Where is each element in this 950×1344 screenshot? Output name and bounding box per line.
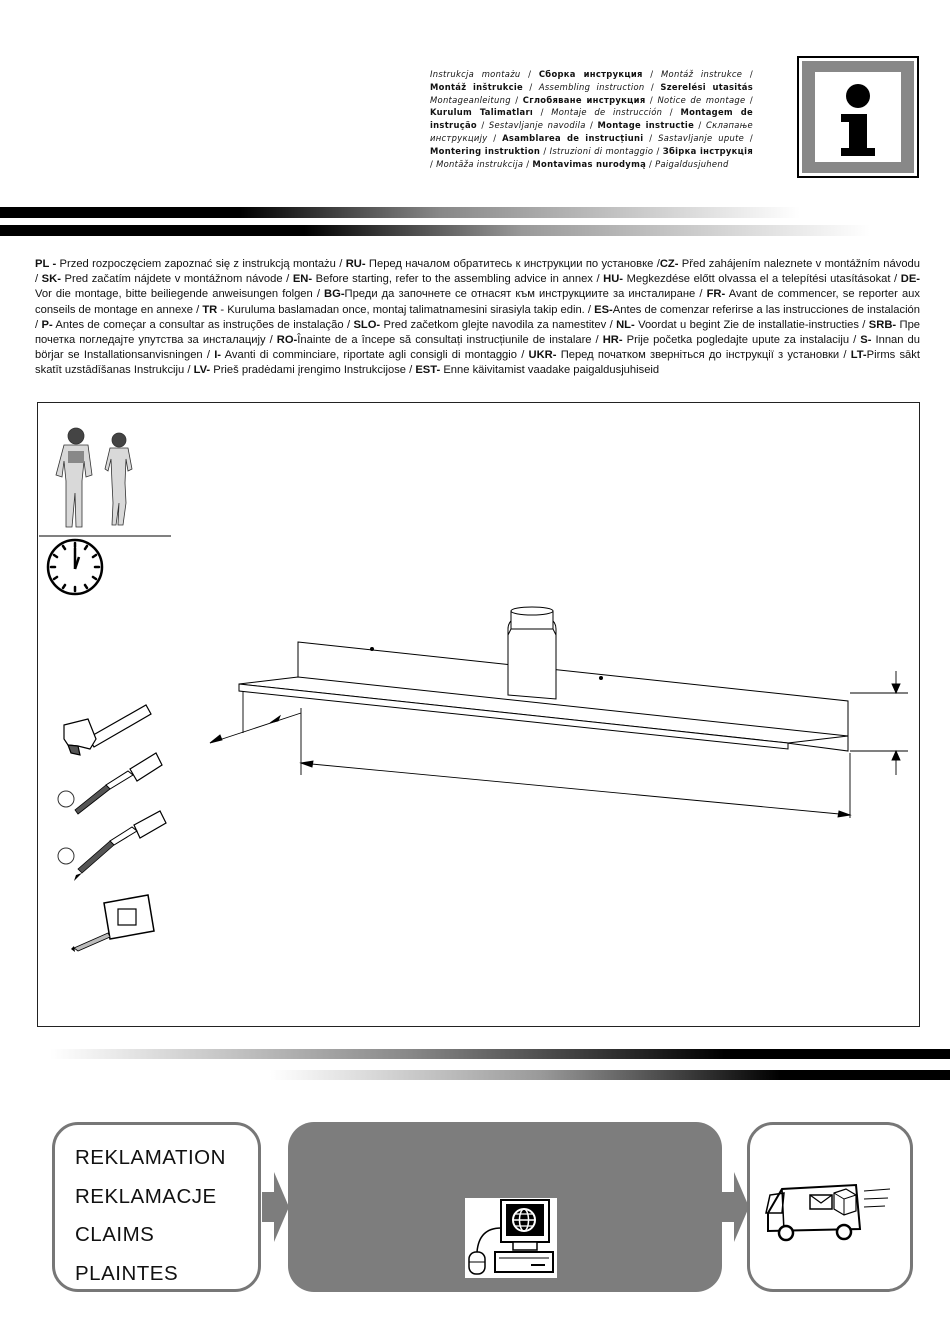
- title-segment: Montage instructie: [597, 120, 695, 131]
- language-text: Antes de comenzar referirse a las instrucciones de instalación /: [35, 303, 920, 331]
- title-segment: Montageanleitung: [430, 94, 511, 105]
- flat-screwdriver-icon: [58, 753, 162, 814]
- arrow-right-icon: [722, 1172, 750, 1242]
- delivery-box: [747, 1122, 913, 1292]
- language-text: Megkezdése előtt olvassa el a telepítési utasításokat /: [623, 273, 901, 286]
- title-segment: Notice de montage: [657, 94, 746, 105]
- language-code: P-: [41, 318, 53, 331]
- language-text: Prije početka pogledajte upute za instalaciju /: [622, 334, 861, 347]
- title-segment: /: [744, 132, 754, 143]
- language-text: - Kuruluma baslamadan once, montaj talimatnamesini sirasiyla takip edin. /: [217, 303, 595, 316]
- phillips-screwdriver-icon: [58, 811, 166, 881]
- title-segment: /: [644, 81, 661, 92]
- language-code: ES-: [594, 303, 613, 316]
- shelf-drawing: [239, 607, 848, 751]
- title-segment: Kurulum Talimatları: [430, 107, 534, 118]
- title-segment: /: [643, 132, 659, 143]
- assembly-drawing-frame: [37, 402, 920, 1027]
- tape-measure-icon: [71, 895, 154, 952]
- title-segment: Assembling instruction: [538, 81, 645, 92]
- title-segment: Asamblarea de instrucțiuni: [502, 132, 644, 143]
- title-segment: /: [523, 158, 533, 169]
- header-gradient-bar: [0, 225, 870, 236]
- title-segment: /: [523, 81, 539, 92]
- language-text: Avant de commencer, se reporter aux conseils de montage en annexe /: [35, 288, 920, 316]
- title-segment: /: [742, 69, 753, 79]
- language-code: HU-: [603, 273, 624, 286]
- claims-item: REKLAMACJE: [75, 1184, 217, 1208]
- language-text: Before starting, refer to the assembling advice in annex /: [312, 273, 604, 286]
- title-segment: Instrukcja montażu: [430, 69, 521, 79]
- language-text: Pirms sākt skatīt uzstādīšanas Instrukciju /: [35, 349, 920, 377]
- language-code: I-: [214, 349, 222, 362]
- info-icon: [797, 56, 919, 178]
- claims-box: [52, 1122, 261, 1292]
- language-text: Innan du börjar se Installationsanvisningen /: [35, 334, 920, 362]
- footer-gradient-bar: [50, 1049, 950, 1059]
- hammer-icon: [64, 705, 151, 755]
- language-code: EN-: [292, 273, 313, 286]
- title-segment: /: [487, 132, 503, 143]
- title-segment: Sastavljanje upute: [658, 132, 745, 143]
- language-text: Před zahájením naleznete v montážním návodu /: [35, 258, 920, 286]
- title-segment: Szerelési utasitás: [660, 81, 754, 92]
- title-segment: /: [646, 158, 656, 169]
- title-segment: /: [510, 94, 523, 105]
- language-code: EST-: [415, 364, 441, 377]
- title-segment: /: [430, 158, 437, 169]
- language-text: Пре почетка погледајте упутства за инсталацију /: [35, 318, 921, 347]
- language-text: Înainte de a începe să consultați instrucțiunile de instalare /: [297, 334, 603, 347]
- title-segment: Сглобяване инструкция: [522, 94, 646, 105]
- title-segment: /: [540, 145, 550, 156]
- title-segment: /: [642, 69, 662, 79]
- computer-web-icon: [465, 1198, 557, 1278]
- language-code: RO-: [276, 334, 298, 347]
- language-code: TR: [202, 303, 218, 316]
- title-segment: Montavimas nurodymą: [532, 158, 647, 169]
- title-segment: /: [694, 120, 706, 131]
- claims-list: [75, 1139, 226, 1293]
- title-segment: /: [745, 94, 754, 105]
- language-code: SRB-: [868, 318, 897, 331]
- language-code: SLO-: [353, 318, 381, 331]
- title-segment: Montāža instrukcija: [436, 158, 524, 169]
- title-segment: Sestavljanje navodila: [488, 120, 586, 131]
- language-code: DE-: [900, 273, 921, 286]
- language-text: Avanti di comminciare, riportate agli consigli di montaggio /: [221, 349, 529, 362]
- title-segment: /: [662, 107, 681, 118]
- title-segment: /: [520, 69, 539, 79]
- title-segment: Montagem de instrução: [430, 107, 753, 131]
- title-segment: Montaje de instrucción: [551, 107, 663, 118]
- clock-icon: [48, 540, 102, 594]
- language-code: S-: [860, 334, 872, 347]
- intro-paragraph: [35, 257, 920, 379]
- language-code: LV-: [193, 364, 211, 377]
- language-text: Pred začetkom glejte navodila za namestitev /: [380, 318, 617, 331]
- arrow-right-icon: [262, 1172, 290, 1242]
- language-text: Pred začatím nájdete v montážnom návode /: [60, 273, 293, 286]
- language-code: CZ-: [659, 258, 679, 270]
- title-segment: /: [645, 94, 658, 105]
- title-segment: Montáž inštrukcie: [430, 81, 523, 92]
- title-segment: /: [585, 120, 598, 131]
- language-code: FR-: [706, 288, 726, 301]
- language-code: BG-: [324, 288, 345, 301]
- title-segment: Paigaldusjuhend: [655, 158, 729, 169]
- language-text: Prieš pradėdami įrengimo Instrukcijose /: [210, 364, 416, 377]
- language-code: LT-: [850, 349, 867, 362]
- language-code: SK-: [41, 273, 61, 286]
- language-text: Vor die montage, bitte beiliegende anweisungen folgen /: [35, 288, 325, 301]
- header-gradient-bar: [0, 207, 800, 218]
- language-text: Enne käivitamist vaadake paigaldusjuhiseid: [440, 364, 660, 377]
- title-segment: Montering instruktion: [430, 145, 541, 156]
- title-segment: /: [653, 145, 663, 156]
- title-segment: /: [476, 120, 489, 131]
- footer-gradient-bar: [270, 1070, 950, 1080]
- title-segment: Збірка інструкція: [662, 145, 754, 156]
- language-code: HR-: [602, 334, 623, 347]
- claims-item: CLAIMS: [75, 1223, 155, 1246]
- title-segment: Сборка инструкция: [538, 69, 643, 79]
- language-text: Перед началом обратитесь к инструкции по установке /: [365, 258, 660, 270]
- two-people-icon: [56, 428, 132, 527]
- title-segment: Montáž instrukce: [661, 69, 743, 79]
- language-code: UKR-: [528, 349, 557, 362]
- delivery-van-icon: [760, 1175, 905, 1255]
- language-text: Преди да започнете се отнасят към инструкциите за инсталиране /: [344, 288, 707, 301]
- language-code: RU-: [345, 258, 366, 270]
- title-segment: Istruzioni di montaggio: [549, 145, 654, 156]
- title-segment: Склапање инструкцију: [430, 120, 754, 143]
- multilingual-title: [430, 68, 753, 170]
- language-code: PL -: [35, 258, 57, 270]
- language-text: Przed rozpoczęciem zapoznać się z instrukcją montażu /: [56, 258, 346, 270]
- claims-item: PLAINTES: [75, 1261, 179, 1285]
- online-claims-panel: [288, 1122, 722, 1292]
- language-text: Voordat u begint Zie de installatie-instructies /: [634, 318, 869, 331]
- language-text: Перед початком зверніться до інструкції з установки /: [556, 349, 851, 362]
- language-text: Antes de começar a consultar as instruções de instalação /: [52, 318, 354, 331]
- language-code: NL-: [616, 318, 635, 331]
- claims-item: REKLAMATION: [75, 1146, 226, 1169]
- title-segment: /: [533, 107, 552, 118]
